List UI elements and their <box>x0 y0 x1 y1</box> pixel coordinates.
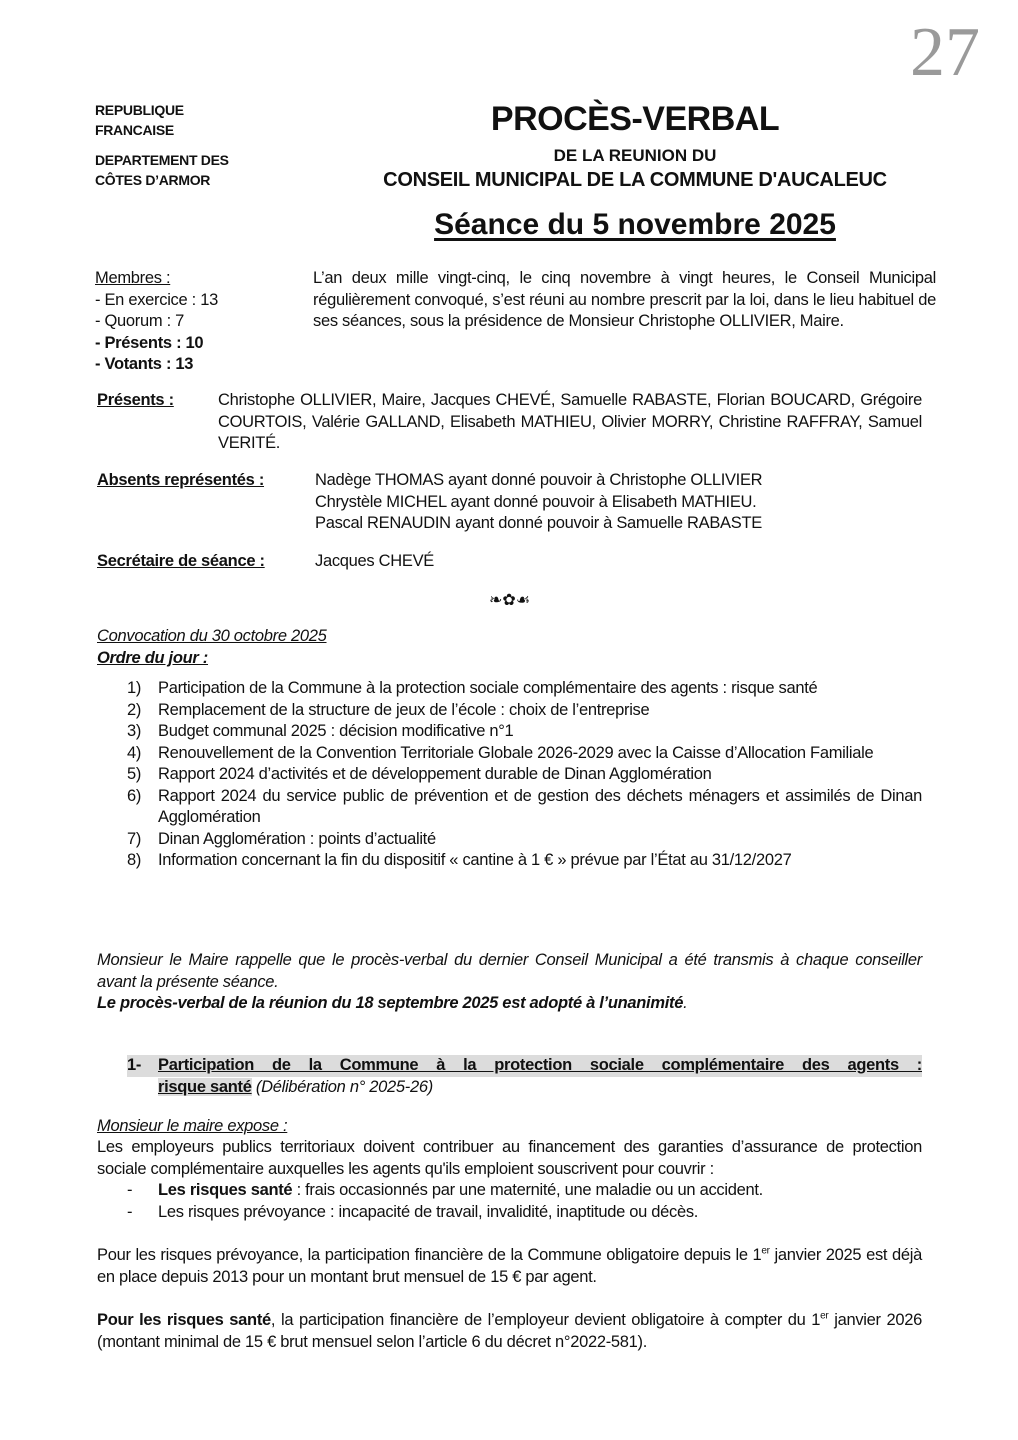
republic-header <box>95 100 184 140</box>
section-1-title-line-1: Participation de la Commune à la protection sociale complémentaire des agents : <box>158 1055 922 1077</box>
paragraph-3-bold: Pour les risques santé <box>97 1311 271 1329</box>
section-1-paragraph-3 <box>97 1310 922 1353</box>
agenda-item <box>127 829 922 851</box>
risk-bullet-list <box>127 1180 763 1223</box>
presents-list: Christophe OLLIVIER, Maire, Jacques CHEVÉ, Samuelle RABASTE, Florian BOUCARD, Grégoire COURTOIS, Valérie GALLAND, Elisabeth MATHIEU, Olivier MORRY, Christine RAFFRAY, Samuel VERITÉ. <box>218 391 922 452</box>
department-header <box>95 150 229 190</box>
deliberation-reference: (Délibération n° 2025-26) <box>251 1077 433 1096</box>
convocation-date: Convocation du 30 octobre 2025 <box>97 627 327 645</box>
agenda-item <box>127 786 922 829</box>
members-quorum: - Quorum : 7 <box>95 312 185 330</box>
members-votants: - Votants : 13 <box>95 355 194 373</box>
agenda-item <box>127 700 922 722</box>
agenda-item-number: 5) <box>127 765 142 783</box>
bullet-item <box>127 1202 763 1224</box>
absent-item: Chrystèle MICHEL ayant donné pouvoir à Elisabeth MATHIEU. <box>315 492 757 511</box>
agenda-item-text: Rapport 2024 du service public de prévention et de gestion des déchets ménagers et assimilés de Dinan Agglomération <box>158 786 922 826</box>
department-line-2: CÔTES D’ARMOR <box>95 172 211 188</box>
republic-line-1: REPUBLIQUE <box>95 102 184 118</box>
section-1-paragraph-1: Les employeurs publics territoriaux doivent contribuer au financement des garanties d’assurance de protection sociale complémentaire auxquelles les agents qu'ils emploient souscrivent pour couvrir : <box>97 1138 922 1178</box>
adoption-end: . <box>683 994 688 1012</box>
section-1-paragraph-2 <box>97 1245 922 1288</box>
document-title: PROCÈS-VERBAL <box>490 100 780 138</box>
agenda-item-text: Dinan Agglomération : points d’actualité <box>158 829 436 848</box>
paragraph-2-sup: er <box>761 1245 770 1257</box>
members-label: Membres : <box>95 269 171 287</box>
bullet-text: Les risques prévoyance : incapacité de travail, invalidité, inaptitude ou décès. <box>158 1202 699 1221</box>
ornament-divider-icon: ❧✿☙ <box>489 592 531 609</box>
agenda-item-number: 4) <box>127 743 142 762</box>
agenda-item-number: 8) <box>127 851 142 869</box>
agenda-label: Ordre du jour : <box>97 649 209 667</box>
republic-line-2: FRANCAISE <box>95 122 174 138</box>
secretary-label: Secrétaire de séance : <box>97 552 265 570</box>
absent-item: Pascal RENAUDIN ayant donné pouvoir à Samuelle RABASTE <box>315 514 762 532</box>
agenda-item-number: 3) <box>127 722 142 740</box>
intro-paragraph: L’an deux mille vingt-cinq, le cinq novembre à vingt heures, le Conseil Municipal régulièrement convoqué, s’est réuni au nombre prescrit par la loi, dans le lieu habituel de ses séances, sous la présidence de Monsieur Christophe OLLIVIER, Maire. <box>313 269 936 330</box>
agenda-list <box>127 678 922 872</box>
absent-item: Nadège THOMAS ayant donné pouvoir à Christophe OLLIVIER <box>315 471 763 489</box>
section-1-heading <box>127 1055 922 1098</box>
bullet-bold-text: Les risques santé <box>158 1181 293 1199</box>
agenda-item <box>127 764 922 786</box>
agenda-item <box>127 678 922 700</box>
mayor-expose-label: Monsieur le maire expose : <box>97 1117 288 1135</box>
department-line-1: DEPARTEMENT DES <box>95 152 229 168</box>
agenda-item-text: Budget communal 2025 : décision modificative n°1 <box>158 722 514 740</box>
agenda-item-number: 7) <box>127 829 142 848</box>
agenda-item-number: 1) <box>127 679 142 697</box>
absents-list <box>315 470 762 535</box>
agenda-item-text: Renouvellement de la Convention Territoriale Globale 2026-2029 avec la Caisse d’Allocation Familiale <box>158 743 874 762</box>
section-1-title-line-2 <box>158 1077 922 1099</box>
session-date-heading <box>300 208 970 242</box>
presents-label: Présents : <box>97 391 174 409</box>
agenda-item-text: Information concernant la fin du dispositif « cantine à 1 € » prévue par l’État au 31/12/2027 <box>158 851 792 869</box>
bullet-text: : frais occasionnés par une maternité, une maladie ou un accident. <box>292 1181 763 1199</box>
section-1-title-end: risque santé <box>158 1077 252 1096</box>
agenda-item <box>127 721 922 743</box>
session-date: Séance du 5 novembre 2025 <box>434 208 836 241</box>
paragraph-3-text-a: , la participation financière de l’employeur devient obligatoire à compter du 1 <box>270 1311 821 1329</box>
agenda-item <box>127 743 922 765</box>
bullet-dash: - <box>127 1202 133 1221</box>
paragraph-3-text-b: janvier 2026 (montant minimal de 15 € brut mensuel selon l’article 6 du décret n°2022-581). <box>97 1311 922 1351</box>
agenda-item-text: Rapport 2024 d’activités et de développement durable de Dinan Agglomération <box>158 765 712 783</box>
agenda-item-text: Participation de la Commune à la protection sociale complémentaire des agents : risque santé <box>158 679 818 697</box>
bullet-dash: - <box>127 1181 133 1199</box>
members-summary <box>95 268 218 376</box>
previous-minutes-adoption <box>97 993 687 1015</box>
agenda-item-number: 2) <box>127 700 142 719</box>
agenda-item <box>127 850 922 872</box>
previous-minutes-reminder: Monsieur le Maire rappelle que le procès-verbal du dernier Conseil Municipal a été transmis à chaque conseiller avant la présente séance. <box>97 951 922 991</box>
agenda-item-number: 6) <box>127 786 142 805</box>
document-subtitle-1: DE LA REUNION DU <box>553 146 717 165</box>
page-number: 27 <box>910 14 980 91</box>
absents-label: Absents représentés : <box>97 471 265 489</box>
adoption-text: Le procès-verbal de la réunion du 18 septembre 2025 est adopté à l’unanimité <box>97 994 684 1012</box>
members-en-exercice: - En exercice : 13 <box>95 290 218 309</box>
agenda-item-text: Remplacement de la structure de jeux de l’école : choix de l’entreprise <box>158 700 650 719</box>
document-subtitle-2: CONSEIL MUNICIPAL DE LA COMMUNE D'AUCALEUC <box>383 169 887 191</box>
paragraph-2-text-b: janvier 2025 est déjà en place depuis 2013 pour un montant brut mensuel de 15 € par agent. <box>97 1246 922 1286</box>
secretary-name: Jacques CHEVÉ <box>315 552 434 570</box>
paragraph-2-text-a: Pour les risques prévoyance, la participation financière de la Commune obligatoire depuis le 1 <box>97 1246 762 1264</box>
members-presents: - Présents : 10 <box>95 333 204 352</box>
bullet-item <box>127 1180 763 1202</box>
section-1-number: 1- <box>127 1055 158 1077</box>
paragraph-3-sup: er <box>820 1310 829 1322</box>
